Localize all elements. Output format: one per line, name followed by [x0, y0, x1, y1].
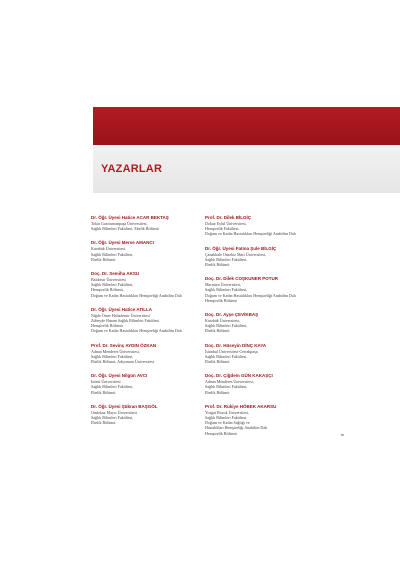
banner-red-band: [93, 107, 400, 145]
author-affiliation-line: Çanakkale Onsekiz Mart Üniversitesi,: [205, 251, 267, 257]
author-affiliation-line: Zübeyde Hanım Sağlık Bilimleri Fakültesi: [91, 318, 160, 324]
author-affiliation-line: Ebelik Bölümü: [205, 328, 230, 334]
author-affiliation-line: Sağlık Bilimleri Fakültesi,: [205, 353, 248, 359]
author-affiliation-line: Sağlık Bilimleri Fakültesi,: [205, 323, 248, 329]
author-affiliation-line: Tokat Gaziosmanpaşa Üniversitesi,: [91, 221, 148, 226]
author-affiliation-line: Sağlık Bilimleri Fakültesi,: [91, 282, 134, 288]
author-name: Prof. Dr. Sevinç AYDIN ÖZKAN: [91, 342, 157, 348]
author-name: Prof. Dr. Dilek BİLGİÇ: [205, 215, 252, 220]
author-affiliation-line: Adnan Menderes Üniversitesi,: [91, 348, 140, 354]
author-affiliation-line: Hemşirelik Bölümü: [205, 430, 237, 436]
author-affiliation-line: Hemşirelik Fakültesi,: [205, 226, 240, 232]
author-affiliation-line: Marmara Üniversitesi,: [205, 282, 241, 288]
author-entry: [205, 312, 335, 334]
author-entry: [205, 246, 335, 268]
author-affiliation-line: Sağlık Bilimleri Fakültesi, Ebelik Bölümü: [91, 226, 159, 232]
author-affiliation-line: Karabük Üniversitesi,: [205, 318, 241, 324]
author-affiliation-line: Sağlık Bilimleri Fakültesi,: [91, 415, 134, 421]
author-name: Dr. Öğr. Üyesi Hatice ATILLA: [91, 306, 153, 312]
author-affiliation-line: Sağlık Bilimleri Fakültesi,: [205, 256, 248, 262]
author-entry: [91, 215, 221, 231]
author-entry: [205, 343, 335, 365]
author-name: Dr. Öğr. Üyesi Hatice ACAR BEKTAŞ: [91, 215, 169, 220]
author-name: Dr. Öğr. Üyesi Şükran BAŞGÖL: [91, 403, 158, 409]
author-entry: [91, 404, 221, 426]
title-banner: [93, 107, 400, 193]
author-affiliation-line: Sağlık Bilimleri Fakültesi,: [91, 353, 134, 359]
author-affiliation-line: İstanbul Üniversitesi-Cerrahpaşa,: [205, 348, 259, 354]
author-affiliation-line: Ebelik Bölümü: [205, 389, 230, 395]
author-affiliation-line: Ondokuz Mayıs Üniversitesi: [91, 409, 137, 415]
author-name: Doç. Dr. Dilek COŞKUNER POTUR: [205, 276, 279, 282]
author-affiliation-line: Hemşirelik Bölümü: [205, 297, 237, 303]
author-affiliation-line: Sağlık Bilimleri Fakültesi,: [91, 251, 134, 257]
author-affiliation-line: Karabük Üniversitesi,: [91, 246, 127, 252]
author-affiliation-line: Niğde Ömer Halisdemir Üniversitesi: [91, 312, 150, 318]
author-name: Prof. Dr. Rukiye HÖBEK AKARSU: [205, 403, 277, 409]
page-title: YAZARLAR: [101, 163, 163, 175]
author-affiliation-line: Sağlık Bilimleri Fakültesi,: [205, 384, 248, 390]
author-entry: [205, 404, 335, 436]
author-affiliation-line: Ebelik Bölümü: [91, 256, 116, 262]
author-affiliation-line: Sağlık Bilimleri Fakültesi,: [205, 415, 248, 421]
author-name: Dr. Öğr. Üyesi Fatma Şule BİLGİÇ: [205, 245, 277, 251]
author-name: Doç. Dr. Ayşe ÇEVİKBAŞ: [205, 312, 259, 318]
author-affiliation-line: Yozgat Bozok Üniversitesi,: [205, 409, 249, 415]
author-affiliation-line: Ebelik Bölümü, Adıyaman Üniversitesi: [91, 359, 155, 365]
author-name: Doç. Dr. Çiğdem GÜN KAKAŞÇI: [205, 373, 273, 379]
authors-right-column: [205, 215, 335, 445]
author-affiliation-line: Sağlık Bilimleri Fakültesi,: [91, 384, 134, 390]
author-affiliation-line: Hastalıkları Hemşireliği Anabilim Dalı: [205, 425, 268, 431]
author-entry: [91, 240, 221, 262]
author-affiliation-line: Ebelik Bölümü: [205, 262, 230, 268]
author-name: Dr. Öğr. Üyesi Nilgün AVCI: [91, 373, 148, 379]
author-entry: [205, 373, 335, 395]
author-affiliation-line: Ebelik Bölümü: [205, 359, 230, 365]
author-affiliation-line: Doğum ve Kadın Sağlığı ve: [205, 420, 250, 426]
author-affiliation-line: Ebelik Bölümü: [91, 420, 116, 426]
authors-left-column: [91, 215, 221, 434]
author-affiliation-line: Dokuz Eylül Üniversitesi,: [205, 221, 247, 226]
author-entry: [205, 276, 335, 303]
author-affiliation-line: Doğum ve Kadın Hastalıkları Hemşireliği Anabilim Dalı: [91, 328, 182, 334]
author-affiliation-line: Adnan Menderes Üniversitesi,: [205, 379, 254, 385]
author-affiliation-line: Sağlık Bilimleri Fakültesi,: [205, 287, 248, 293]
author-affiliation-line: Doğum ve Kadın Hastalıkları Hemşireliği Anabilim Dalı: [91, 292, 182, 298]
author-name: Dr. Öğr. Üyesi Merve AMANCI: [91, 240, 154, 246]
author-affiliation-line: Ebelik Bölümü: [91, 389, 116, 395]
author-affiliation-line: İnönü Üniversitesi: [91, 379, 121, 385]
author-entry: [91, 343, 221, 365]
author-name: Doç. Dr. Semiha AKSU: [91, 271, 140, 277]
author-affiliation-line: Hemşirelik Bölümü: [91, 323, 123, 329]
author-entry: [205, 215, 335, 237]
author-entry: [91, 373, 221, 395]
author-entry: [91, 307, 221, 334]
author-affiliation-line: Doğum ve Kadın Hastalıkları Hemşireliği Anabilim Dalı: [205, 292, 296, 298]
author-name: Doç. Dr. Hüseyin DİNÇ KAYA: [205, 342, 267, 348]
page-number: ix: [341, 432, 344, 437]
author-affiliation-line: Balıkesir Üniversitesi: [91, 277, 126, 283]
author-entry: [91, 271, 221, 298]
author-affiliation-line: Hemşirelik Bölümü,: [91, 287, 124, 293]
author-affiliation-line: Doğum ve Kadın Hastalıkları Hemşireliği Anabilim Dalı: [205, 231, 296, 237]
